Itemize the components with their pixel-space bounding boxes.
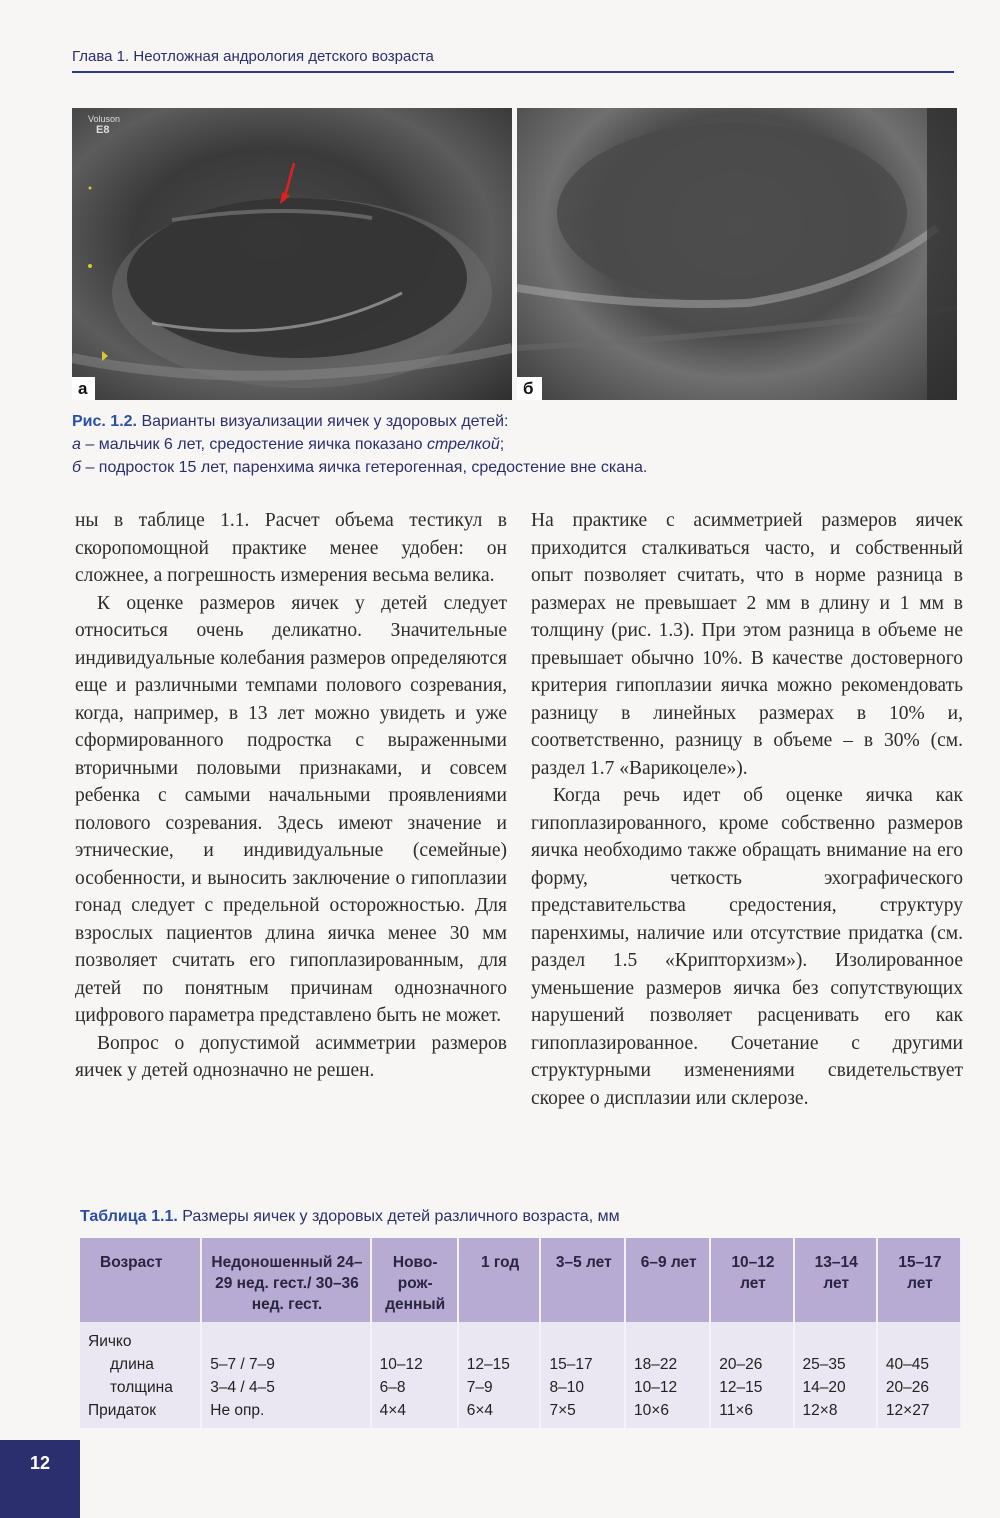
body-column-left <box>75 507 507 1085</box>
table-cell: 4×4 <box>371 1399 458 1428</box>
table-cell <box>877 1322 961 1353</box>
table-cell: 18–22 <box>625 1353 710 1376</box>
caption-line-2-end: ; <box>499 436 505 453</box>
paragraph: На практике с асимметрией размеров яичек приходится сталкиваться часто, и собственный опыт позволяет считать, что в норме разница в размерах не превышает 2 мм в длину и 1 мм в толщину (рис. 1.3). При этом разница в объеме не превышает обычно 10%. В качестве достоверного критерия гипоплазии яичка можно рекомендовать разницу в линейных размерах в 10% и, соответственно, разницу в объеме – в 30% (см. раздел 1.7 «Варикоцеле»). <box>531 510 963 779</box>
table-cell <box>540 1322 625 1353</box>
table-cell: Не опр. <box>201 1399 370 1428</box>
table-cell <box>625 1322 710 1353</box>
header-cell: Ново-рож-денный <box>371 1238 458 1322</box>
table-cell: 15–17 <box>540 1353 625 1376</box>
paragraph: К оценке размеров яичек у детей следует относиться очень деликатно. Значительные индивидуальные колебания размеров определяются еще и различными темпами полового созревания, когда, например, в 13 лет можно увидеть и уже сформированного подростка с выраженными вторичными половыми признаками, и совсем ребенка с самыми начальными проявлениями полового созревания. Здесь имеют значение и этнические, и индивидуальные (семейные) особенности, и выносить заключение о гипоплазии гонад следует с предельной осторожностью. Для взрослых пациентов длина яичка менее 30 мм позволяет считать его гипоплазированным, для детей по понятным причинам однозначного цифрового параметра представлено быть не может. <box>75 592 507 1026</box>
table-cell: 10–12 <box>371 1353 458 1376</box>
table-cell: 12×8 <box>794 1399 877 1428</box>
table-row <box>80 1376 961 1399</box>
table-cell <box>201 1322 370 1353</box>
table-cell: 12–15 <box>710 1376 793 1399</box>
table-cell <box>794 1322 877 1353</box>
table-label: Таблица 1.1. <box>80 1208 178 1225</box>
ultrasound-b-graphic <box>517 108 957 400</box>
caption-line-1: Варианты визуализации яичек у здоровых детей: <box>141 413 509 430</box>
table-cell: 25–35 <box>794 1353 877 1376</box>
header-cell: 10–12 лет <box>710 1238 793 1322</box>
caption-letter-b: б <box>72 459 81 476</box>
table-cell: толщина <box>80 1376 201 1399</box>
ultrasound-image-a <box>72 108 512 400</box>
table-cell: 12–15 <box>458 1353 541 1376</box>
image-label-b: б <box>517 377 542 400</box>
header-cell: 15–17 лет <box>877 1238 961 1322</box>
table-cell <box>710 1322 793 1353</box>
header-cell: 3–5 лет <box>540 1238 625 1322</box>
table-row <box>80 1322 961 1353</box>
paragraph: Когда речь идет об оценке яичка как гипоплазированного, кроме собственно размеров яичка необходимо также обращать внимание на его форму, четкость эхографического представительства средостения, структуру паренхимы, наличие или отсутствие придатка (см. раздел 1.5 «Крипторхизм»). Изолированное уменьшение размеров яичка без сопутствующих нарушений позволяет расценивать его как гипоплазированное. Сочетание с другими структурными изменениями свидетельствует скорее о дисплазии или склерозе. <box>531 785 963 1109</box>
table-cell: 5–7 / 7–9 <box>201 1353 370 1376</box>
table-cell: 3–4 / 4–5 <box>201 1376 370 1399</box>
caption-line-3: – подросток 15 лет, паренхима яичка гетерогенная, средостение вне скана. <box>81 459 648 476</box>
header-cell: 6–9 лет <box>625 1238 710 1322</box>
header-cell: Возраст <box>80 1238 201 1322</box>
caption-letter-a: а <box>72 436 81 453</box>
table-cell: 8–10 <box>540 1376 625 1399</box>
table-title-text: Размеры яичек у здоровых детей различного возраста, мм <box>177 1208 620 1225</box>
table-cell: 12×27 <box>877 1399 961 1428</box>
table-cell: 40–45 <box>877 1353 961 1376</box>
table-title <box>80 1208 960 1226</box>
caption-italic-word: стрелкой <box>426 436 500 453</box>
table-cell: 7×5 <box>540 1399 625 1428</box>
table-cell: 6×4 <box>458 1399 541 1428</box>
table-cell: длина <box>80 1353 201 1376</box>
header-cell: 1 год <box>458 1238 541 1322</box>
size-table <box>80 1238 962 1428</box>
figure-label: Рис. 1.2. <box>72 413 137 430</box>
ultrasound-a-graphic <box>72 108 512 400</box>
figure-caption <box>72 410 954 479</box>
table-cell: Придаток <box>80 1399 201 1428</box>
running-header: Глава 1. Неотложная андрология детского возраста <box>72 48 434 65</box>
paragraph: Вопрос о допустимой асимметрии размеров яичек у детей однозначно не решен. <box>75 1032 507 1081</box>
table-cell: 14–20 <box>794 1376 877 1399</box>
header-cell: Недоношенный 24–29 нед. гест./ 30–36 нед. гест. <box>201 1238 370 1322</box>
table-row <box>80 1353 961 1376</box>
table-cell: 6–8 <box>371 1376 458 1399</box>
table-cell: 10×6 <box>625 1399 710 1428</box>
table-cell <box>458 1322 541 1353</box>
table-cell: Яичко <box>80 1322 201 1353</box>
table-row <box>80 1399 961 1428</box>
device-label: Voluson E8 <box>88 114 121 136</box>
header-rule <box>72 71 954 73</box>
image-label-a: а <box>72 377 95 400</box>
table-cell: 20–26 <box>710 1353 793 1376</box>
table-cell: 7–9 <box>458 1376 541 1399</box>
paragraph: ны в таблице 1.1. Расчет объема тестикул в скоропомощной практике менее удобен: он сложнее, а погрешность измерения весьма велика. <box>75 510 507 586</box>
table-cell: 10–12 <box>625 1376 710 1399</box>
table-cell: 11×6 <box>710 1399 793 1428</box>
table-cell: 20–26 <box>877 1376 961 1399</box>
table-header-row <box>80 1238 961 1322</box>
table-cell <box>371 1322 458 1353</box>
caption-line-2: – мальчик 6 лет, средостение яичка показано <box>80 436 427 453</box>
ultrasound-image-b <box>517 108 957 400</box>
body-column-right <box>531 507 963 1112</box>
page-number: 12 <box>0 1440 80 1518</box>
header-cell: 13–14 лет <box>794 1238 877 1322</box>
